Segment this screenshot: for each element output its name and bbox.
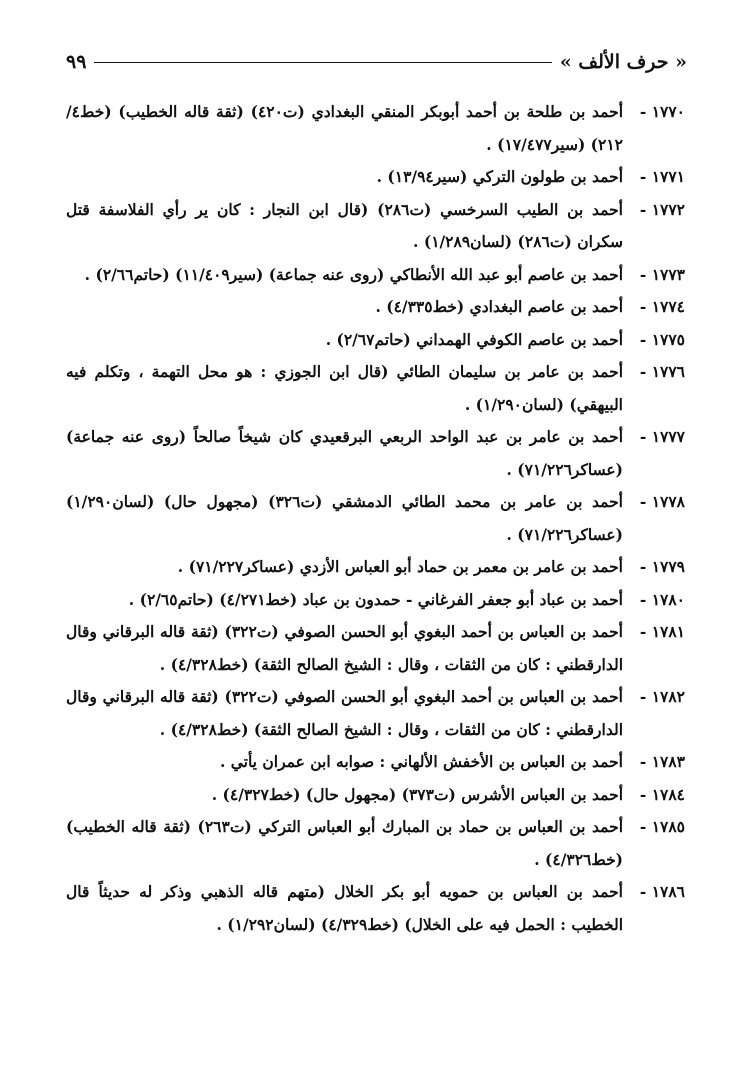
list-item [66, 194, 685, 259]
entry-number: ١٧٨٥ - [639, 817, 685, 836]
entry-number: ١٧٧٤ - [639, 297, 685, 316]
list-item [66, 779, 685, 812]
header-rule [94, 62, 551, 63]
entry-number: ١٧٨٠ - [639, 589, 685, 609]
entry-text: أحمد بن العباس بن حماد بن المبارك أبو العباس التركي (ت٢٦٣) (ثقة قاله الخطيب) (خط٤/٣٢٦) . [66, 817, 623, 869]
entry-number: ١٧٧٥ - [639, 329, 685, 349]
entry-number: ١٧٧٢ - [639, 199, 685, 219]
entry-number: ١٧٨٤ - [639, 784, 685, 804]
entry-number: ١٧٨٦ - [639, 882, 685, 901]
entry-text: أحمد بن عاصم أبو عبد الله الأنطاكي (روى عنه جماعة) (سير١١/٤٠٩) (حاتم٢/٦٦) . [84, 264, 623, 284]
entry-text: أحمد بن طولون التركي (سير١٣/٩٤) . [376, 167, 623, 186]
entry-number: ١٧٧١ - [639, 167, 685, 186]
entry-list [66, 96, 685, 941]
entry-text: أحمد بن عاصم البغدادي (خط٤/٣٣٥) . [375, 297, 623, 316]
entry-text: أحمد بن عامر بن محمد الطائي الدمشقي (ت٣٢٦) (مجهول حال) (لسان١/٢٩٠) (عساكر٧١/٢٢٦) . [66, 492, 623, 544]
list-item [66, 681, 685, 746]
entry-number: ١٧٧٦ - [639, 362, 685, 381]
entry-text: أحمد بن عامر بن سليمان الطائي (قال ابن الجوزي : هو محل التهمة ، وتكلم فيه البيهقي) (لسان١/٢٩٠) . [66, 362, 623, 414]
list-item [66, 811, 685, 876]
list-item [66, 291, 685, 324]
list-item [66, 746, 685, 779]
page-header [66, 46, 687, 78]
entry-text: أحمد بن عامر بن معمر بن حماد أبو العباس الأزدي (عساكر٧١/٢٢٧) . [177, 557, 623, 576]
entry-text: أحمد بن العباس بن أحمد البغوي أبو الحسن الصوفي (ت٣٢٢) (ثقة قاله البرقاني وقال الدارقطني : كان من الثقات ، وقال : الشيخ الصالح الثقة) (خط٤/٣٢٨) . [66, 687, 623, 739]
entry-text: أحمد بن عاصم الكوفي الهمداني (حاتم٢/٦٧) . [325, 329, 623, 349]
entry-number: ١٧٧٧ - [639, 427, 685, 446]
entry-text: أحمد بن العباس بن أحمد البغوي أبو الحسن الصوفي (ت٣٢٢) (ثقة قاله البرقاني وقال الدارقطني : كان من الثقات ، وقال : الشيخ الصالح الثقة) (خط٤/٣٢٨) . [66, 622, 623, 674]
list-item [66, 486, 685, 551]
entry-text: أحمد بن عباد أبو جعفر الفرغاني - حمدون بن عباد (خط٤/٢٧١) (حاتم٢/٦٥) . [128, 589, 623, 609]
entry-text: أحمد بن الطيب السرخسي (ت٢٨٦) (قال ابن النجار : كان ير رأي الفلاسفة قتل سكران (ت٢٨٦) (لسان١/٢٨٩) . [66, 199, 623, 251]
list-item [66, 356, 685, 421]
entry-number: ١٧٨١ - [639, 622, 685, 641]
entry-number: ١٧٧٠ - [639, 102, 685, 121]
list-item [66, 96, 685, 161]
page-number: ٩٩ [66, 51, 87, 73]
entry-number: ١٧٧٩ - [639, 557, 685, 576]
entry-text: أحمد بن العباس الأشرس (ت٣٧٣) (مجهول حال) (خط٤/٣٢٧) . [211, 784, 623, 804]
list-item [66, 421, 685, 486]
entry-text: أحمد بن طلحة بن أحمد أبوبكر المنقي البغدادي (ت٤٢٠) (ثقة قاله الخطيب) (خط٤/ ٢١٢) (سير١٧/٤٧٧) . [66, 102, 624, 154]
list-item [66, 259, 685, 292]
entry-number: ١٧٨٣ - [639, 752, 685, 771]
entry-text: أحمد بن عامر بن عبد الواحد الربعي البرقعيدي كان شيخاً صالحاً (روى عنه جماعة) (عساكر٧١/٢٢٦) . [66, 427, 623, 479]
entry-number: ١٧٧٣ - [639, 264, 685, 284]
page-title: « حرف الألف » [559, 51, 687, 73]
entry-text: أحمد بن العباس بن الأخفش الألهاني : صوابه ابن عمران يأتي . [219, 752, 623, 771]
entry-text: أحمد بن العباس بن حمويه أبو بكر الخلال (متهم قاله الذهبي وذكر له حديثاً قال الخطيب : الحمل فيه على الخلال) (خط٤/٣٢٩) (لسان١/٢٩٢) . [66, 882, 623, 934]
list-item [66, 551, 685, 584]
entry-number: ١٧٧٨ - [639, 492, 685, 511]
list-item [66, 161, 685, 194]
list-item [66, 616, 685, 681]
list-item [66, 876, 685, 941]
list-item [66, 584, 685, 617]
list-item [66, 324, 685, 357]
entry-number: ١٧٨٢ - [639, 687, 685, 706]
